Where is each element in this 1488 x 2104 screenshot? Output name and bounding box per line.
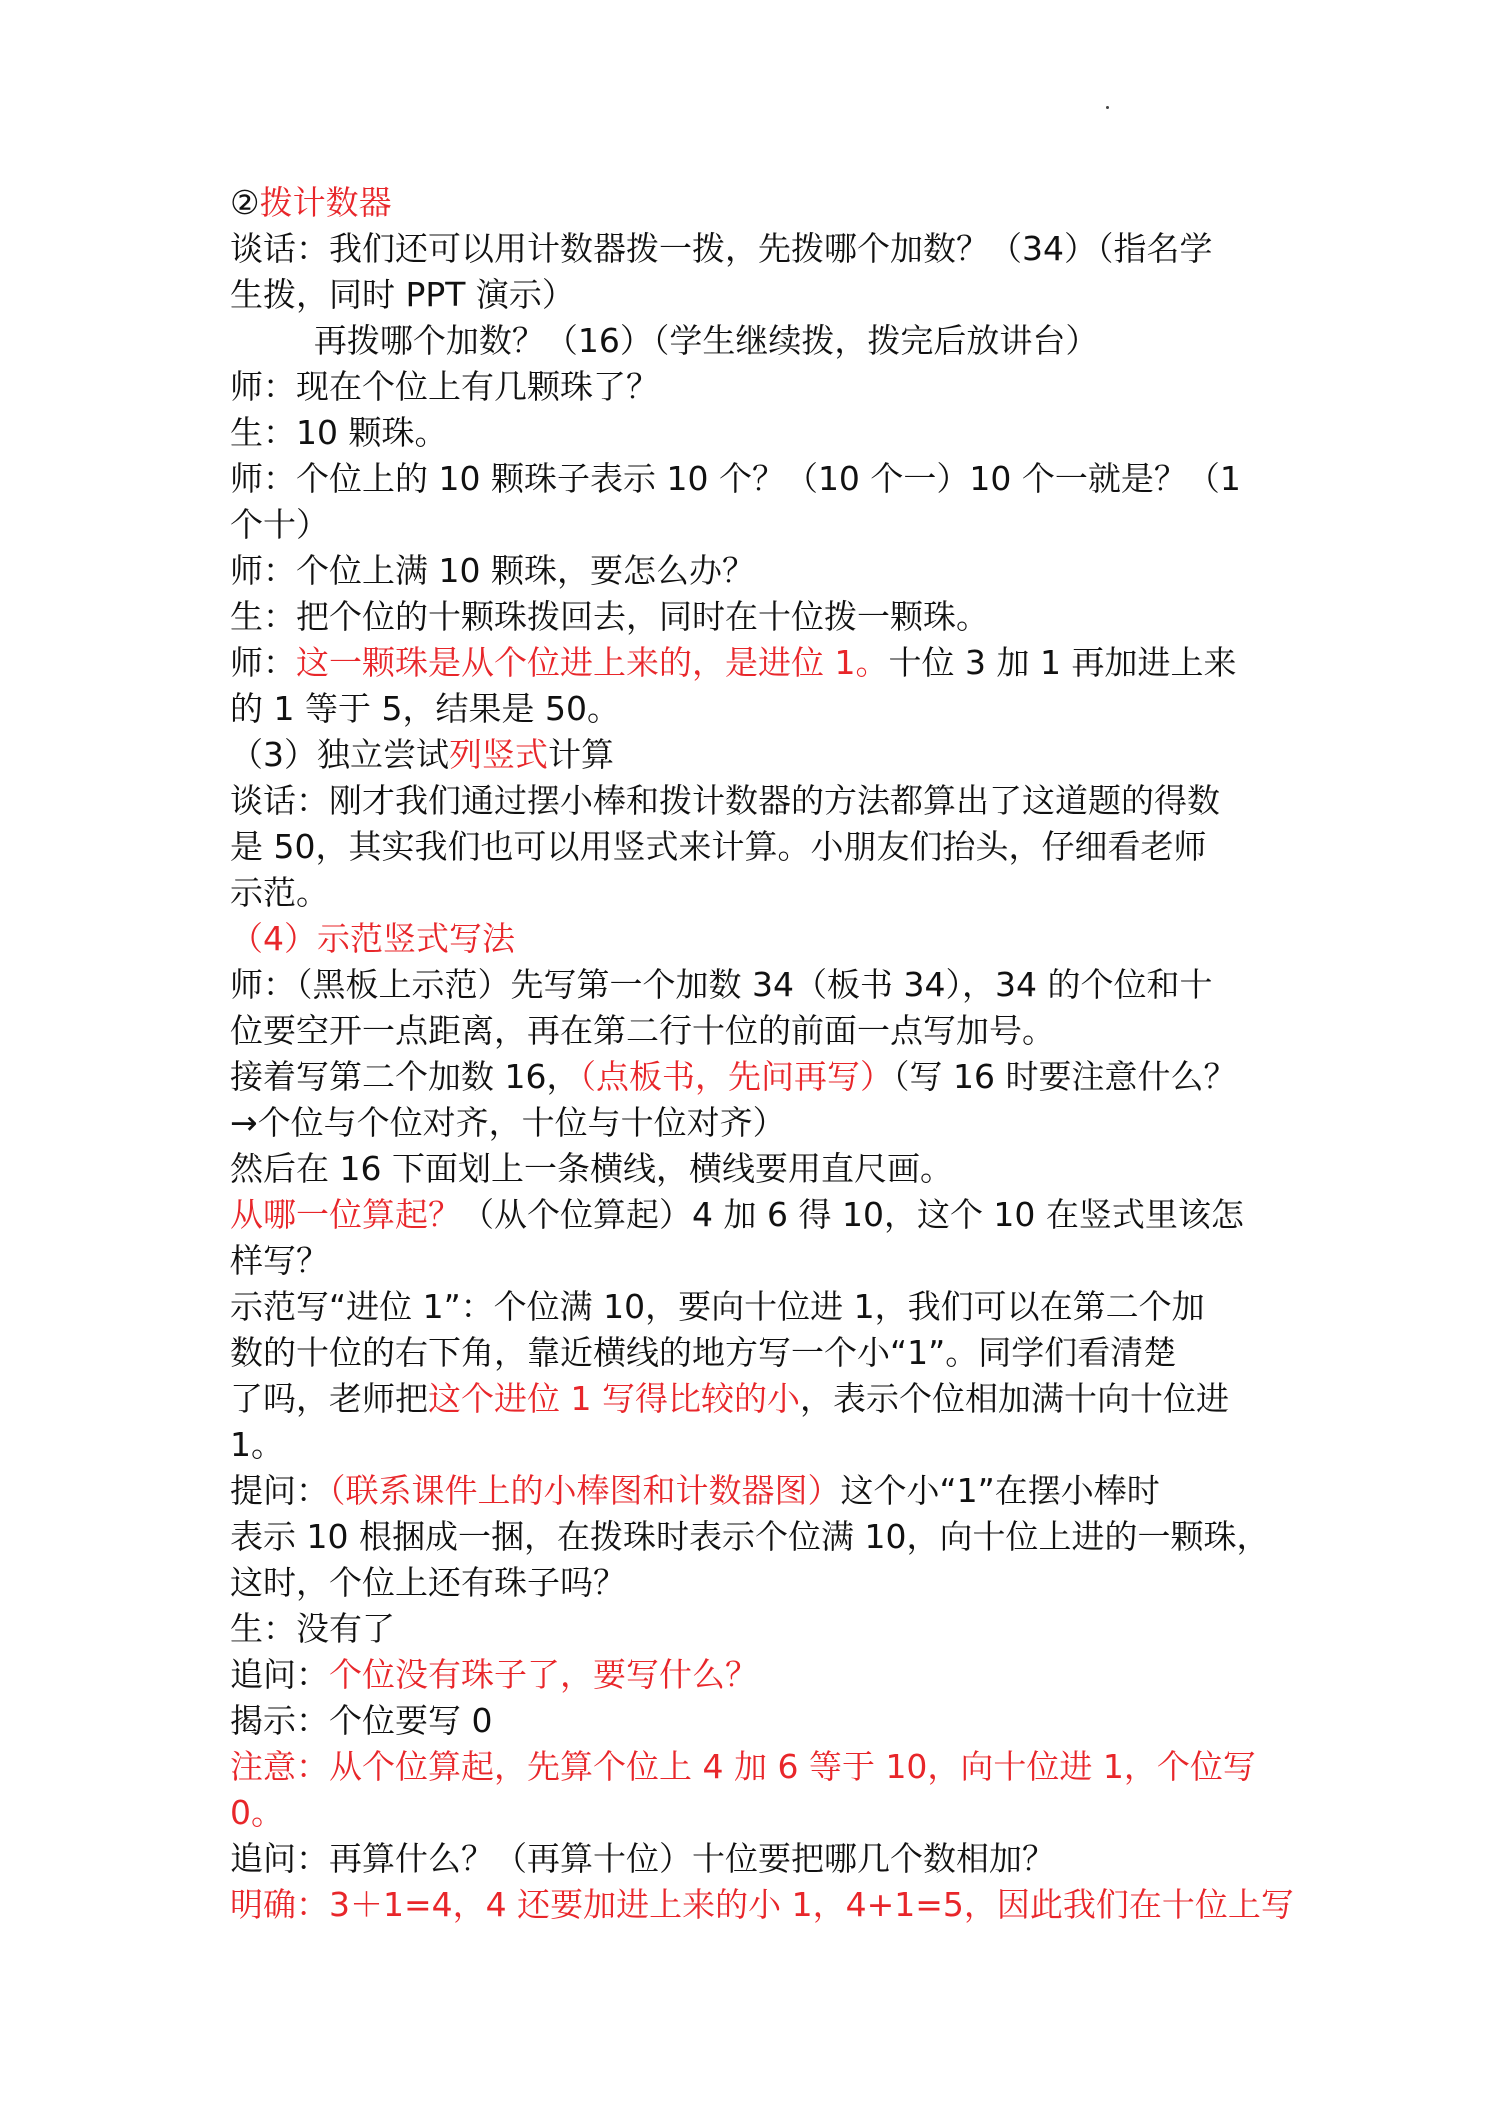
page-dot-mark — [1106, 106, 1109, 109]
text-line — [230, 732, 1270, 778]
text-line — [230, 1882, 1294, 1928]
text-line — [230, 1100, 1270, 1146]
body-text: 谈话：我们还可以用计数器拨一拨，先拨哪个加数？（34）（指名学 — [230, 229, 1213, 268]
highlight-text: （4）示范竖式写法 — [230, 919, 515, 958]
highlight-text: 这一颗珠是从个位进上来的，是进位 1。 — [296, 643, 889, 682]
text-line — [230, 1836, 1270, 1882]
body-text: 示范。 — [230, 873, 329, 912]
body-text: （写 16 时要注意什么？ — [892, 1057, 1237, 1096]
body-text: →个位与个位对齐，十位与十位对齐） — [230, 1103, 786, 1142]
text-line — [230, 180, 1270, 226]
body-text: 师：（黑板上示范）先写第一个加数 34（板书 34），34 的个位和十 — [230, 965, 1213, 1004]
text-line — [230, 410, 1270, 456]
body-text: 生：10 颗珠。 — [230, 413, 448, 452]
highlight-text: （点板书，先问再写） — [579, 1057, 893, 1096]
body-text: 接着写第二个加数 16， — [230, 1057, 580, 1096]
highlight-text: 列竖式 — [449, 735, 548, 774]
text-line — [230, 1606, 1270, 1652]
body-text: 这个小“1”在摆小棒时 — [840, 1471, 1160, 1510]
body-text: 数的十位的右下角，靠近横线的地方写一个小“1”。同学们看清楚 — [230, 1333, 1177, 1372]
body-text: 这时，个位上还有珠子吗？ — [230, 1563, 626, 1602]
body-text: 示范写“进位 1”：个位满 10，要向十位进 1，我们可以在第二个加 — [230, 1287, 1205, 1326]
body-text: 揭示：个位要写 0 — [230, 1701, 493, 1740]
text-line — [230, 870, 1270, 916]
text-line — [230, 1790, 1270, 1836]
body-text: 生：没有了 — [230, 1609, 395, 1648]
highlight-text: 从哪一位算起？ — [230, 1195, 461, 1234]
text-line — [230, 686, 1270, 732]
text-line — [230, 1514, 1270, 1560]
text-line — [230, 456, 1270, 502]
body-text: 1。 — [230, 1425, 284, 1464]
text-line — [230, 640, 1270, 686]
text-line — [230, 1468, 1270, 1514]
text-line — [230, 1054, 1270, 1100]
text-line — [230, 1376, 1270, 1422]
text-line — [230, 1560, 1270, 1606]
text-line — [230, 502, 1270, 548]
body-text: 表示 10 根捆成一捆，在拨珠时表示个位满 10，向十位上进的一颗珠， — [230, 1517, 1270, 1556]
body-text: 师：个位上满 10 颗珠，要怎么办？ — [230, 551, 755, 590]
text-line — [230, 916, 1270, 962]
body-text: 十位 3 加 1 再加进上来 — [888, 643, 1237, 682]
text-line — [230, 226, 1270, 272]
body-text: 追问：再算什么？（再算十位）十位要把哪几个数相加？ — [230, 1839, 1055, 1878]
text-line — [230, 1698, 1270, 1744]
body-text: 生拨，同时 PPT 演示） — [230, 275, 575, 314]
text-line — [230, 962, 1270, 1008]
body-text: 样写？ — [230, 1241, 329, 1280]
text-line — [230, 1744, 1270, 1790]
text-line — [230, 1330, 1270, 1376]
body-text: 师： — [230, 643, 296, 682]
body-text: 追问： — [230, 1655, 329, 1694]
body-text: （从个位算起）4 加 6 得 10，这个 10 在竖式里该怎 — [461, 1195, 1244, 1234]
text-line — [230, 1422, 1270, 1468]
text-line — [230, 824, 1270, 870]
highlight-text: （联系课件上的小棒图和计数器图） — [329, 1471, 841, 1510]
body-text: ，表示个位相加满十向十位进 — [799, 1379, 1229, 1418]
text-line — [230, 594, 1270, 640]
body-text: 位要空开一点距离，再在第二行十位的前面一点写加号。 — [230, 1011, 1055, 1050]
body-text: 的 1 等于 5，结果是 50。 — [230, 689, 620, 728]
text-line — [230, 272, 1270, 318]
body-text: 谈话：刚才我们通过摆小棒和拨计数器的方法都算出了这道题的得数 — [230, 781, 1220, 820]
body-text: 师：个位上的 10 颗珠子表示 10 个？（10 个一）10 个一就是？（1 — [230, 459, 1241, 498]
body-text: 再拨哪个加数？（16）（学生继续拨，拨完后放讲台） — [230, 321, 1099, 360]
highlight-text: 这个进位 1 写得比较的小 — [428, 1379, 800, 1418]
text-line — [230, 364, 1270, 410]
text-line — [230, 1652, 1270, 1698]
text-line — [230, 1238, 1270, 1284]
highlight-text: 0。 — [230, 1793, 284, 1832]
document-body — [230, 180, 1294, 1928]
body-text: 师：现在个位上有几颗珠了？ — [230, 367, 659, 406]
body-text: 提问： — [230, 1471, 329, 1510]
body-text: 了吗，老师把 — [230, 1379, 428, 1418]
body-text: 个十） — [230, 505, 329, 544]
text-line — [230, 1146, 1270, 1192]
highlight-text: 明确：3＋1=4，4 还要加进上来的小 1，4+1=5，因此我们在十位上写 — [230, 1885, 1294, 1924]
highlight-text: 个位没有珠子了，要写什么？ — [329, 1655, 758, 1694]
body-text: 生：把个位的十颗珠拨回去，同时在十位拨一颗珠。 — [230, 597, 989, 636]
body-text: 然后在 16 下面划上一条横线，横线要用直尺画。 — [230, 1149, 953, 1188]
body-text: 计算 — [548, 735, 614, 774]
highlight-text: 拨计数器 — [259, 183, 392, 222]
body-text: ② — [230, 183, 260, 222]
body-text: （3）独立尝试 — [230, 735, 449, 774]
text-line — [230, 1192, 1270, 1238]
text-line — [230, 778, 1270, 824]
text-line — [230, 1284, 1270, 1330]
text-line — [230, 318, 1270, 364]
highlight-text: 注意：从个位算起，先算个位上 4 加 6 等于 10，向十位进 1，个位写 — [230, 1747, 1256, 1786]
text-line — [230, 548, 1270, 594]
text-line — [230, 1008, 1270, 1054]
body-text: 是 50，其实我们也可以用竖式来计算。小朋友们抬头，仔细看老师 — [230, 827, 1207, 866]
